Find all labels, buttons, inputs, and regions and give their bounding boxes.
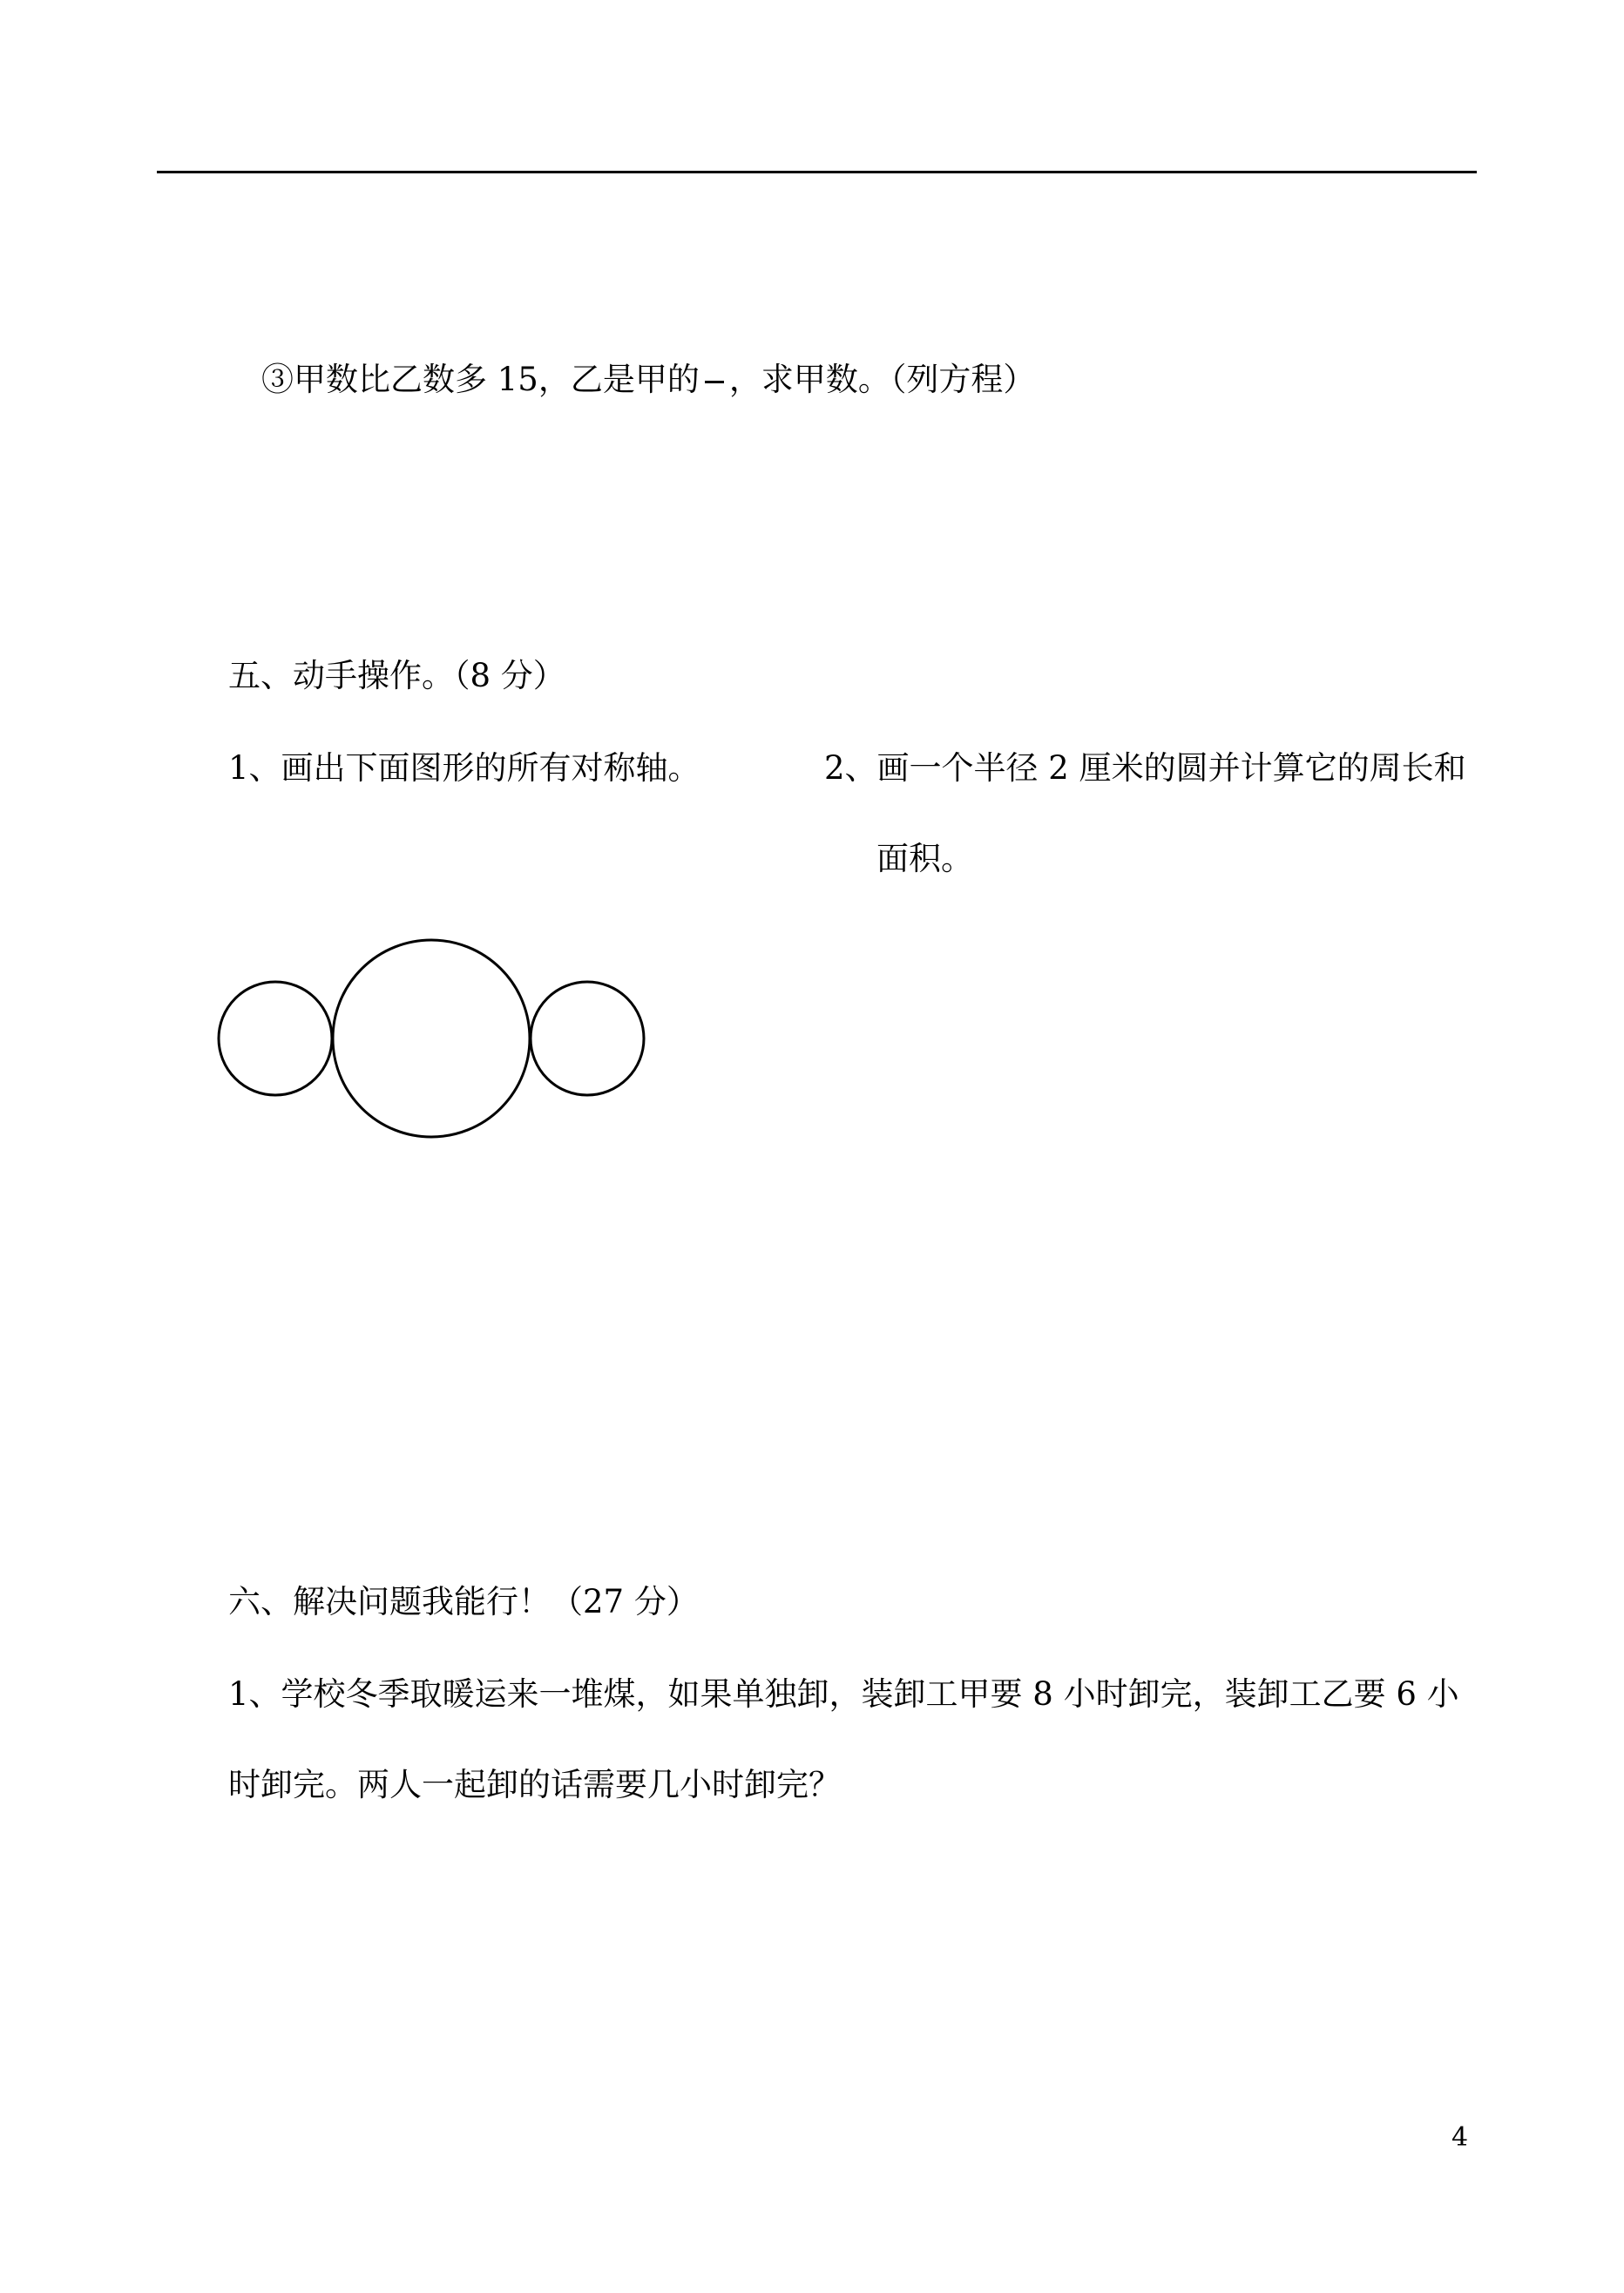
question-3 xyxy=(261,359,1035,401)
three-circles-figure xyxy=(214,932,650,1141)
section-6-title: 六、解决问题我能行！（27 分） xyxy=(228,1583,699,1620)
left-small-circle xyxy=(219,982,332,1095)
center-large-circle xyxy=(333,940,530,1137)
page-number: 4 xyxy=(1451,2122,1469,2153)
question-3-post: ，求甲数。（列方程） xyxy=(728,361,1036,398)
section-5-question-1: 1、画出下面图形的所有对称轴。 xyxy=(228,749,700,787)
right-small-circle xyxy=(531,982,644,1095)
question-3-pre: ③甲数比乙数多 15，乙是甲的 xyxy=(261,361,700,398)
section-6-question-1-line-2: 时卸完。两人一起卸的话需要几小时卸完？ xyxy=(228,1766,841,1803)
header-rule xyxy=(157,171,1477,173)
section-5-question-2-line-2: 面积。 xyxy=(876,840,973,877)
fraction-line xyxy=(705,381,724,383)
section-5-question-2-line-1: 2、画一个半径 2 厘米的圆并计算它的周长和 xyxy=(824,749,1466,787)
section-5-title: 五、动手操作。（8 分） xyxy=(228,657,565,694)
section-6-question-1-line-1: 1、学校冬季取暖运来一堆煤，如果单独卸，装卸工甲要 8 小时卸完，装卸工乙要 6 小 xyxy=(228,1675,1459,1713)
